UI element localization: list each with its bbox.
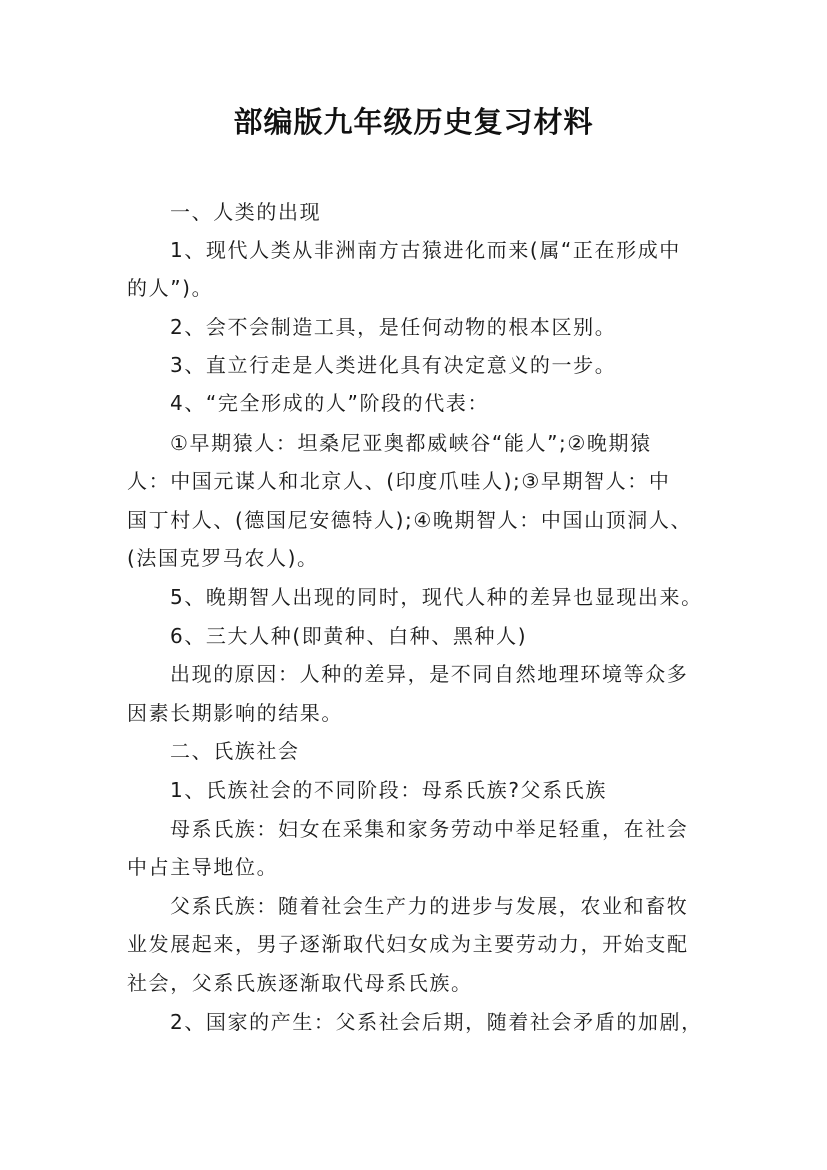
paragraph-line: ①早期猿人：坦桑尼亚奥都威峡谷“能人”;②晚期猿 [170,431,652,455]
paragraph-line: 2、国家的产生：父系社会后期，随着社会矛盾的加剧， [170,1010,703,1034]
paragraph-line: 出现的原因：人种的差异，是不同自然地理环境等众多 [170,662,689,686]
paragraph-line: (法国克罗马农人)。 [127,546,319,570]
paragraph-line: 母系氏族：妇女在采集和家务劳动中举足轻重，在社会 [170,817,689,841]
section-heading-1: 一、人类的出现 [170,200,322,224]
paragraph-line: 因素长期影响的结果。 [127,701,343,725]
paragraph-line: 人：中国元谋人和北京人、(印度爪哇人);③早期智人：中 [127,469,671,493]
paragraph-line: 3、直立行走是人类进化具有决定意义的一步。 [170,353,617,377]
paragraph-line: 5、晚期智人出现的同时，现代人种的差异也显现出来。 [170,585,703,609]
paragraph-line: 1、氏族社会的不同阶段：母系氏族?父系氏族 [170,778,607,802]
paragraph-line: 1、现代人类从非洲南方古猿进化而来(属“正在形成中 [170,238,681,262]
paragraph-line: 6、三大人种(即黄种、白种、黑种人) [170,624,528,648]
document-title: 部编版九年级历史复习材料 [233,105,594,139]
paragraph-line: 4、“完全形成的人”阶段的代表： [170,391,490,415]
paragraph-line: 社会，父系氏族逐渐取代母系氏族。 [127,971,473,995]
paragraph-line: 业发展起来，男子逐渐取代妇女成为主要劳动力，开始支配 [127,932,689,956]
section-heading-2: 二、氏族社会 [170,739,300,763]
paragraph-line: 父系氏族：随着社会生产力的进步与发展，农业和畜牧 [170,894,689,918]
paragraph-line: 国丁村人、(德国尼安德特人);④晚期智人：中国山顶洞人、 [127,508,693,532]
paragraph-line: 中占主导地位。 [127,855,279,879]
paragraph-line: 的人”)。 [127,276,214,300]
paragraph-line: 2、会不会制造工具，是任何动物的根本区别。 [170,315,617,339]
